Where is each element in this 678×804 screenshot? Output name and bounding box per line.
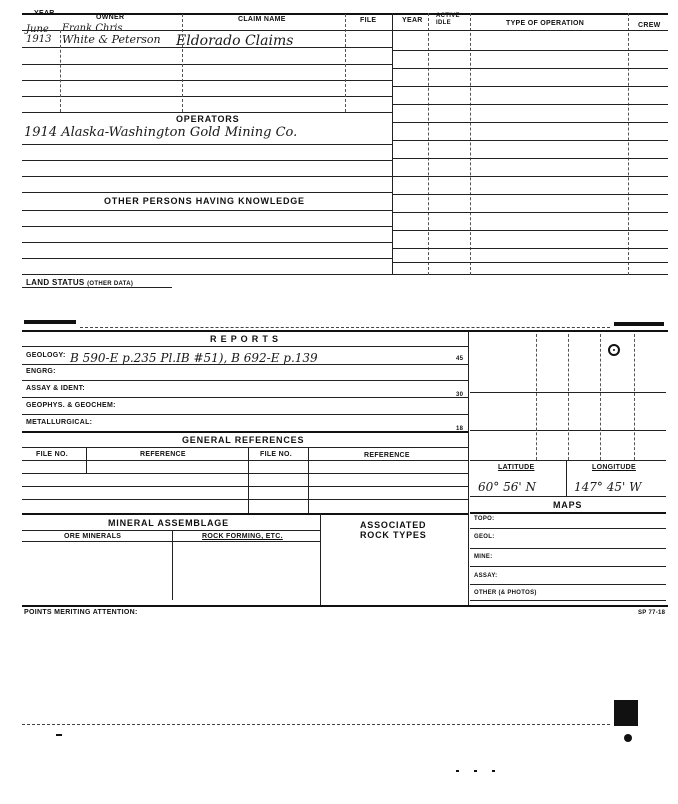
rule	[22, 64, 392, 65]
bottom-dotted-rule	[22, 724, 610, 725]
col-tick	[60, 30, 61, 112]
scan-mark	[474, 770, 477, 772]
rule	[22, 486, 468, 487]
mineral-assemblage-heading: MINERAL ASSEMBLAGE	[108, 518, 229, 528]
rule	[392, 122, 668, 123]
rule	[392, 158, 668, 159]
maps-topo: TOPO:	[474, 516, 495, 522]
rule	[22, 47, 392, 48]
rule	[22, 80, 392, 81]
longitude-label: LONGITUDE	[592, 464, 636, 471]
rule	[392, 262, 668, 263]
gr-file-no: FILE NO.	[36, 451, 68, 458]
dotted-rule	[80, 327, 610, 328]
rule	[22, 530, 320, 531]
rule	[392, 194, 668, 195]
report-code-metallurgical: 18	[456, 426, 464, 432]
rule	[22, 460, 468, 461]
rule	[392, 248, 668, 249]
col-tick	[568, 334, 569, 460]
owner-entry-owner-2: White & Peterson	[62, 33, 161, 46]
rule	[22, 499, 468, 500]
rule	[470, 496, 666, 497]
rule	[22, 258, 392, 259]
col-tick	[600, 334, 601, 460]
rule	[470, 566, 666, 567]
rule	[22, 112, 392, 113]
scan-mark	[614, 322, 664, 326]
maps-heading: MAPS	[553, 500, 583, 510]
scan-mark	[624, 734, 632, 742]
col-tick	[172, 530, 173, 600]
associated-heading: ASSOCIATED	[360, 520, 427, 530]
rule	[22, 414, 468, 415]
latitude-value: 60° 56' N	[478, 480, 536, 494]
rule	[22, 144, 392, 145]
rule	[470, 548, 666, 549]
rule	[470, 584, 666, 585]
rule	[392, 212, 668, 213]
rule	[22, 447, 468, 448]
header-idle: IDLE	[436, 20, 451, 26]
gr-reference-2: REFERENCE	[364, 452, 410, 459]
rule	[22, 473, 468, 474]
report-value-geology: B 590-E p.235 Pl.IB #51), B 692-E p.139	[70, 351, 318, 365]
rule	[470, 460, 666, 461]
operators-entry: 1914 Alaska-Washington Gold Mining Co.	[24, 125, 298, 140]
divider-vertical	[392, 13, 393, 275]
land-status-label: LAND STATUS (OTHER DATA)	[26, 278, 134, 287]
rule	[392, 86, 668, 87]
latitude-label: LATITUDE	[498, 464, 535, 471]
rule	[392, 30, 668, 31]
col-tick	[248, 447, 249, 513]
report-label-metallurgical: METALLURGICAL:	[26, 419, 93, 426]
section-border	[22, 330, 668, 332]
report-label-geology: GEOLOGY:	[26, 352, 66, 359]
rule	[22, 274, 668, 275]
rule	[22, 30, 392, 31]
rule	[22, 210, 392, 211]
owner-entry-claim-2: Eldorado Claims	[176, 33, 294, 49]
col-tick	[634, 334, 635, 460]
report-label-engrg: ENGRG:	[26, 368, 56, 375]
rule	[22, 287, 172, 288]
scan-mark	[24, 320, 76, 324]
gr-file-no-2: FILE NO.	[260, 451, 292, 458]
rule	[22, 364, 468, 365]
header-crew: CREW	[638, 22, 661, 29]
rule	[22, 397, 468, 398]
longitude-value: 147° 45' W	[574, 480, 642, 494]
scan-mark	[614, 700, 638, 726]
col-tick	[566, 460, 567, 496]
location-marker-icon	[608, 344, 620, 356]
gr-reference: REFERENCE	[140, 451, 186, 458]
rule	[22, 380, 468, 381]
col-tick	[345, 14, 346, 112]
rule	[22, 176, 392, 177]
rule	[392, 140, 668, 141]
header-type-of-operation: TYPE OF OPERATION	[506, 20, 585, 27]
rock-forming-label: ROCK FORMING, ETC.	[202, 533, 283, 540]
report-label-geophys: GEOPHYS. & GEOCHEM:	[26, 402, 116, 409]
rule	[470, 528, 666, 529]
ore-minerals-label: ORE MINERALS	[64, 533, 122, 540]
owner-entry-owner-1: Frank Chris	[62, 23, 123, 34]
scan-mark	[492, 770, 495, 772]
operators-heading: OPERATORS	[176, 114, 240, 124]
rule	[392, 50, 668, 51]
maps-other: OTHER (& PHOTOS)	[474, 590, 537, 596]
rule	[22, 226, 392, 227]
report-code-assay: 30	[456, 392, 464, 398]
form-code: SP 77-18	[638, 610, 666, 616]
maps-mine: MINE:	[474, 554, 493, 560]
col-tick	[320, 513, 321, 605]
col-tick	[628, 13, 629, 275]
reports-heading: R E P O R T S	[210, 334, 279, 344]
rule	[22, 346, 468, 347]
col-tick	[536, 334, 537, 460]
col-tick	[182, 14, 183, 112]
rule	[22, 513, 468, 515]
header-claim-name: CLAIM NAME	[238, 16, 286, 23]
report-code-geology: 45	[456, 356, 464, 362]
header-active: ACTIVE	[436, 13, 460, 19]
rule	[22, 242, 392, 243]
general-references-heading: GENERAL REFERENCES	[182, 435, 305, 445]
header-owner: OWNER	[96, 14, 125, 21]
col-tick	[308, 447, 309, 513]
rule	[392, 104, 668, 105]
section-border	[22, 605, 668, 607]
header-file: FILE	[360, 17, 377, 24]
rule	[470, 512, 666, 514]
col-tick	[470, 13, 471, 275]
header-year: YEAR	[34, 10, 55, 17]
rule	[22, 541, 320, 542]
header-year-2: YEAR	[402, 17, 423, 24]
points-meriting-attention-label: POINTS MERITING ATTENTION:	[24, 609, 138, 616]
rule	[470, 600, 666, 601]
rule	[22, 431, 468, 433]
scan-mark	[456, 770, 459, 772]
owner-entry-year-2: 1913	[26, 34, 52, 45]
maps-geol: GEOL:	[474, 534, 495, 540]
rule	[22, 96, 392, 97]
rule	[392, 176, 668, 177]
owner-entry-year-1: June	[26, 24, 49, 35]
rock-types-heading: ROCK TYPES	[360, 530, 427, 540]
other-persons-heading: OTHER PERSONS HAVING KNOWLEDGE	[104, 196, 305, 206]
scan-mark	[56, 734, 62, 736]
rule	[392, 68, 668, 69]
col-tick	[428, 13, 429, 275]
divider-vertical	[468, 331, 469, 605]
maps-assay: ASSAY:	[474, 573, 498, 579]
rule	[392, 230, 668, 231]
report-label-assay: ASSAY & IDENT:	[26, 385, 86, 392]
rule	[22, 192, 392, 193]
rule	[22, 160, 392, 161]
